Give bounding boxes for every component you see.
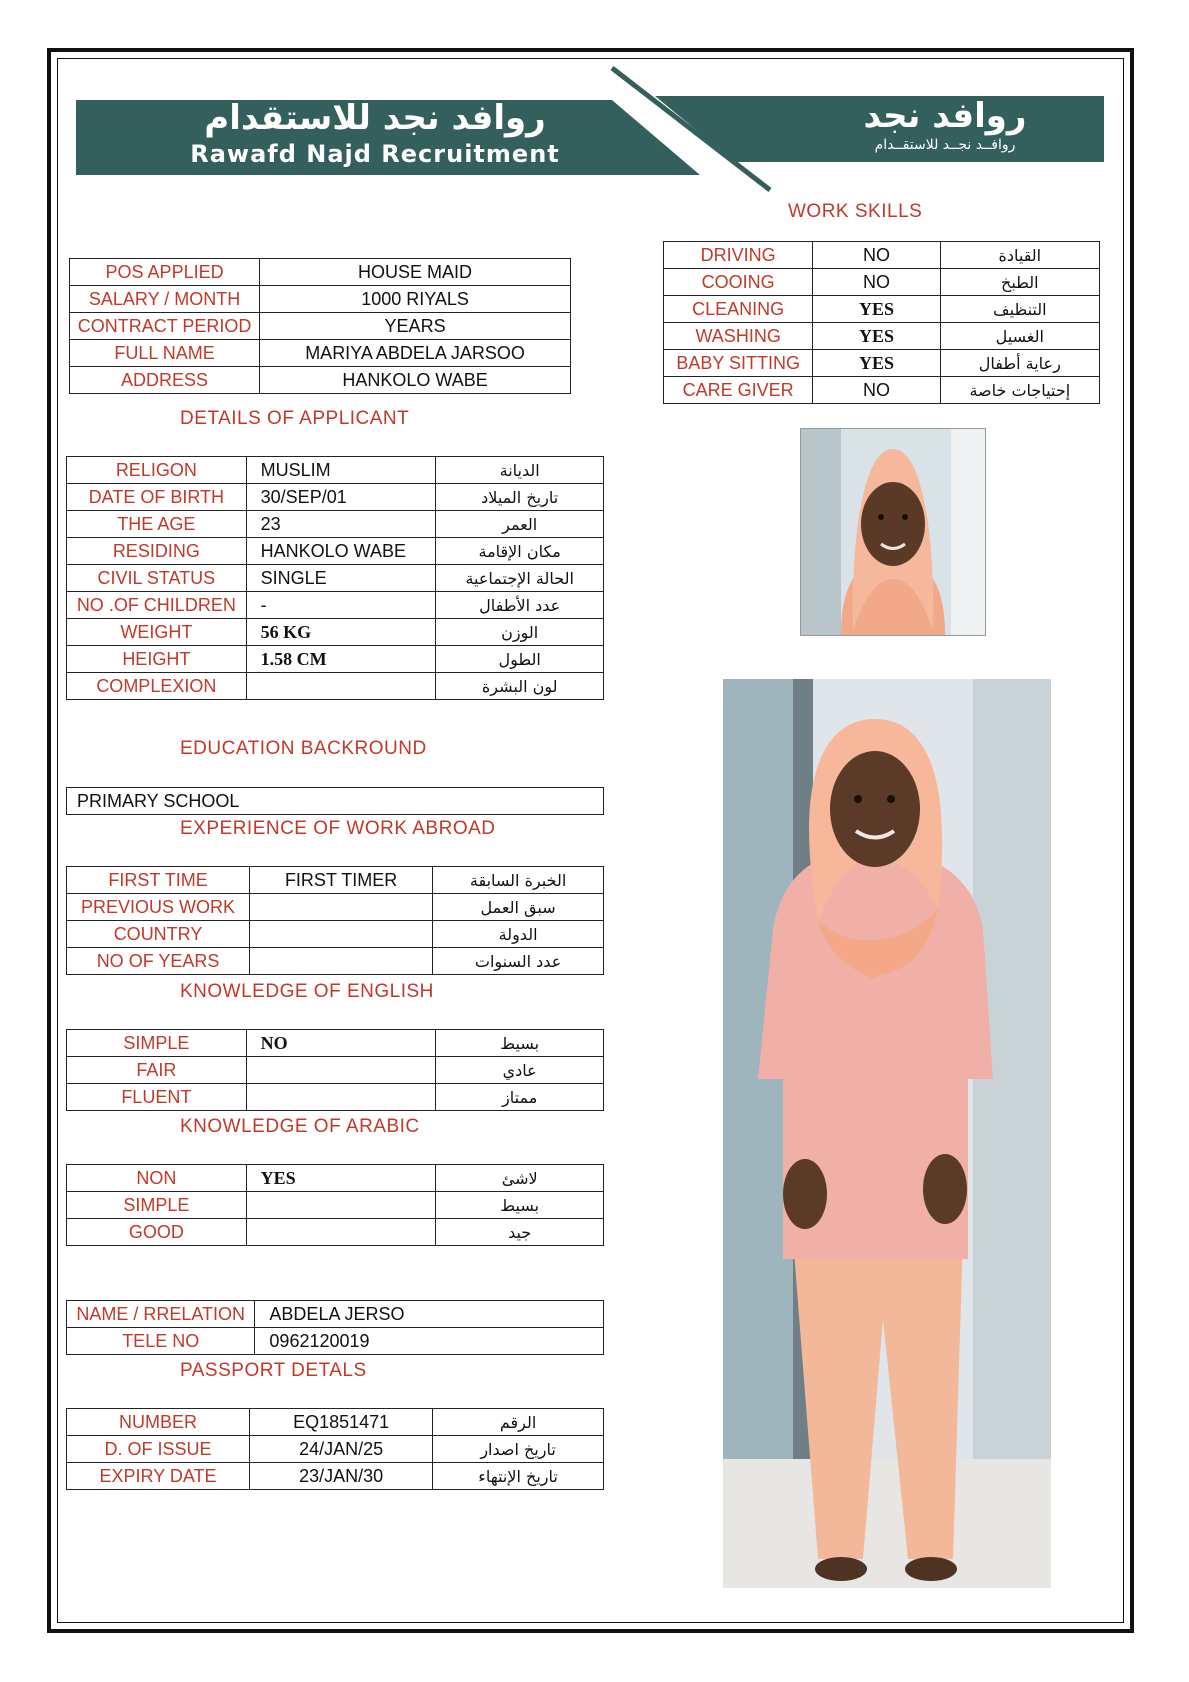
table-row bbox=[70, 367, 571, 394]
field-value: 0962120019 bbox=[255, 1328, 604, 1355]
field-label: THE AGE bbox=[67, 511, 247, 538]
education-value: PRIMARY SCHOOL bbox=[67, 788, 604, 815]
table-row bbox=[67, 592, 604, 619]
field-label: SIMPLE bbox=[67, 1030, 247, 1057]
field-label: RELIGON bbox=[67, 457, 247, 484]
field-label: NAME / RRELATION bbox=[67, 1301, 255, 1328]
english-title: KNOWLEDGE OF ENGLISH bbox=[180, 981, 434, 1002]
table-row bbox=[67, 511, 604, 538]
field-label: NON bbox=[67, 1165, 247, 1192]
passport-title: PASSPORT DETALS bbox=[180, 1360, 367, 1381]
table-row bbox=[67, 1409, 604, 1436]
table-row bbox=[664, 323, 1100, 350]
work-skills-table bbox=[663, 241, 1100, 404]
field-value: 24/JAN/25 bbox=[250, 1436, 433, 1463]
relation-table bbox=[66, 1300, 604, 1355]
field-value: YES bbox=[813, 323, 940, 350]
field-label: NO OF YEARS bbox=[67, 948, 250, 975]
field-value: NO bbox=[246, 1030, 436, 1057]
field-value: 23 bbox=[246, 511, 436, 538]
field-label-arabic: عدد الأطفال bbox=[436, 592, 604, 619]
table-row bbox=[67, 1192, 604, 1219]
brand-name-english: Rawafd Najd Recruitment bbox=[190, 140, 560, 168]
field-label-arabic: الوزن bbox=[436, 619, 604, 646]
field-label-arabic: إحتياجات خاصة bbox=[940, 377, 1099, 404]
field-value: NO bbox=[813, 242, 940, 269]
field-label: FULL NAME bbox=[70, 340, 260, 367]
field-label: COUNTRY bbox=[67, 921, 250, 948]
field-label: NO .OF CHILDREN bbox=[67, 592, 247, 619]
table-row bbox=[67, 457, 604, 484]
english-knowledge-table bbox=[66, 1029, 604, 1111]
field-label-arabic: سبق العمل bbox=[433, 894, 604, 921]
field-value: 56 KG bbox=[246, 619, 436, 646]
table-row bbox=[67, 673, 604, 700]
field-label-arabic: عادي bbox=[436, 1057, 604, 1084]
field-label: FLUENT bbox=[67, 1084, 247, 1111]
field-label-arabic: عدد السنوات bbox=[433, 948, 604, 975]
field-label-arabic: الديانة bbox=[436, 457, 604, 484]
field-label: WEIGHT bbox=[67, 619, 247, 646]
table-row bbox=[67, 867, 604, 894]
field-value: YES bbox=[246, 1165, 436, 1192]
field-value: ABDELA JERSO bbox=[255, 1301, 604, 1328]
table-row bbox=[70, 259, 571, 286]
table-row bbox=[70, 340, 571, 367]
experience-table bbox=[66, 866, 604, 975]
table-row bbox=[664, 377, 1100, 404]
field-label: FAIR bbox=[67, 1057, 247, 1084]
field-value: - bbox=[246, 592, 436, 619]
field-value: 23/JAN/30 bbox=[250, 1463, 433, 1490]
field-value: EQ1851471 bbox=[250, 1409, 433, 1436]
experience-title: EXPERIENCE OF WORK ABROAD bbox=[180, 818, 496, 839]
passport-table bbox=[66, 1408, 604, 1490]
field-value: 1.58 CM bbox=[246, 646, 436, 673]
field-label-arabic: رعاية أطفال bbox=[940, 350, 1099, 377]
position-table bbox=[69, 258, 571, 394]
field-value: YES bbox=[813, 296, 940, 323]
field-label-arabic: مكان الإقامة bbox=[436, 538, 604, 565]
field-label-arabic: العمر bbox=[436, 511, 604, 538]
table-row bbox=[664, 269, 1100, 296]
field-label-arabic: الرقم bbox=[433, 1409, 604, 1436]
field-label: EXPIRY DATE bbox=[67, 1463, 250, 1490]
table-row bbox=[67, 921, 604, 948]
field-label-arabic: بسيط bbox=[436, 1192, 604, 1219]
field-value: NO bbox=[813, 377, 940, 404]
table-row bbox=[67, 1165, 604, 1192]
field-value bbox=[246, 1057, 436, 1084]
field-label: CARE GIVER bbox=[664, 377, 813, 404]
field-value: NO bbox=[813, 269, 940, 296]
field-value: FIRST TIMER bbox=[250, 867, 433, 894]
field-value bbox=[250, 948, 433, 975]
work-skills-title: WORK SKILLS bbox=[788, 201, 923, 222]
field-label-arabic: الخبرة السابقة bbox=[433, 867, 604, 894]
field-value: 30/SEP/01 bbox=[246, 484, 436, 511]
field-value: YES bbox=[813, 350, 940, 377]
field-label: CLEANING bbox=[664, 296, 813, 323]
full-body-photo bbox=[723, 679, 1051, 1588]
applicant-details-title: DETAILS OF APPLICANT bbox=[180, 408, 410, 429]
arabic-knowledge-table bbox=[66, 1164, 604, 1246]
field-label: D. OF ISSUE bbox=[67, 1436, 250, 1463]
field-label-arabic: لاشئ bbox=[436, 1165, 604, 1192]
field-label-arabic: الغسيل bbox=[940, 323, 1099, 350]
table-row bbox=[67, 1219, 604, 1246]
field-value: HANKOLO WABE bbox=[246, 538, 436, 565]
education-title: EDUCATION BACKROUND bbox=[180, 738, 427, 759]
field-label: NUMBER bbox=[67, 1409, 250, 1436]
field-value bbox=[250, 921, 433, 948]
field-label-arabic: التنظيف bbox=[940, 296, 1099, 323]
field-value: YEARS bbox=[260, 313, 571, 340]
education-table bbox=[66, 787, 604, 815]
field-label: ADDRESS bbox=[70, 367, 260, 394]
table-row bbox=[67, 565, 604, 592]
table-row bbox=[67, 484, 604, 511]
field-value: HANKOLO WABE bbox=[260, 367, 571, 394]
table-row bbox=[67, 894, 604, 921]
field-value: SINGLE bbox=[246, 565, 436, 592]
table-row bbox=[70, 286, 571, 313]
field-value bbox=[246, 673, 436, 700]
field-label-arabic: جيد bbox=[436, 1219, 604, 1246]
field-value: MARIYA ABDELA JARSOO bbox=[260, 340, 571, 367]
field-label: PREVIOUS WORK bbox=[67, 894, 250, 921]
table-row bbox=[664, 242, 1100, 269]
table-row bbox=[67, 1057, 604, 1084]
field-label-arabic: لون البشرة bbox=[436, 673, 604, 700]
field-label: DATE OF BIRTH bbox=[67, 484, 247, 511]
field-label: COOING bbox=[664, 269, 813, 296]
field-value: 1000 RIYALS bbox=[260, 286, 571, 313]
field-label: RESIDING bbox=[67, 538, 247, 565]
field-label-arabic: القيادة bbox=[940, 242, 1099, 269]
table-row bbox=[664, 296, 1100, 323]
field-value bbox=[246, 1084, 436, 1111]
brand-name-arabic: روافد نجد للاستقدام bbox=[204, 98, 546, 138]
field-label: SIMPLE bbox=[67, 1192, 247, 1219]
field-label-arabic: بسيط bbox=[436, 1030, 604, 1057]
table-row bbox=[67, 1328, 604, 1355]
field-label-arabic: تاريخ اصدار bbox=[433, 1436, 604, 1463]
table-row bbox=[67, 1084, 604, 1111]
field-label-arabic: الحالة الإجتماعية bbox=[436, 565, 604, 592]
field-value bbox=[246, 1192, 436, 1219]
table-row bbox=[70, 313, 571, 340]
applicant-details-table bbox=[66, 456, 604, 700]
field-value bbox=[250, 894, 433, 921]
field-label: WASHING bbox=[664, 323, 813, 350]
field-label: CONTRACT PERIOD bbox=[70, 313, 260, 340]
field-label: DRIVING bbox=[664, 242, 813, 269]
table-row bbox=[67, 619, 604, 646]
field-label: GOOD bbox=[67, 1219, 247, 1246]
field-value bbox=[246, 1219, 436, 1246]
field-label-arabic: الدولة bbox=[433, 921, 604, 948]
field-label: TELE NO bbox=[67, 1328, 255, 1355]
table-row bbox=[67, 1463, 604, 1490]
table-row bbox=[67, 646, 604, 673]
company-logo: روافد نجد bbox=[863, 96, 1027, 136]
table-row bbox=[67, 948, 604, 975]
company-logo-subtitle: روافــد نجــد للاستقــدام bbox=[874, 137, 1016, 153]
table-row bbox=[67, 1436, 604, 1463]
field-label-arabic: تاريخ الإنتهاء bbox=[433, 1463, 604, 1490]
field-label: BABY SITTING bbox=[664, 350, 813, 377]
table-row bbox=[67, 1030, 604, 1057]
field-label: SALARY / MONTH bbox=[70, 286, 260, 313]
field-label: CIVIL STATUS bbox=[67, 565, 247, 592]
field-label-arabic: الطول bbox=[436, 646, 604, 673]
field-label: HEIGHT bbox=[67, 646, 247, 673]
field-label-arabic: الطبخ bbox=[940, 269, 1099, 296]
field-label: POS APPLIED bbox=[70, 259, 260, 286]
table-row bbox=[67, 1301, 604, 1328]
field-label-arabic: تاريخ الميلاد bbox=[436, 484, 604, 511]
table-row bbox=[664, 350, 1100, 377]
table-row bbox=[67, 538, 604, 565]
field-label: FIRST TIME bbox=[67, 867, 250, 894]
field-value: MUSLIM bbox=[246, 457, 436, 484]
field-label-arabic: ممتاز bbox=[436, 1084, 604, 1111]
field-value: HOUSE MAID bbox=[260, 259, 571, 286]
portrait-photo bbox=[800, 428, 986, 636]
field-label: COMPLEXION bbox=[67, 673, 247, 700]
arabic-title: KNOWLEDGE OF ARABIC bbox=[180, 1116, 420, 1137]
